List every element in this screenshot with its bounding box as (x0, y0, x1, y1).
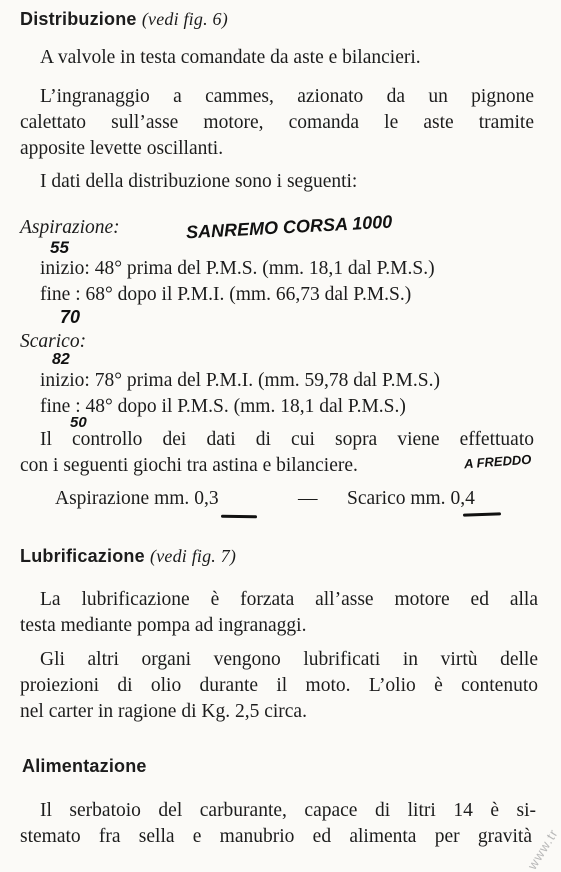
handwritten-sca-inizio: 82 (52, 351, 70, 368)
website-watermark: www.tr (524, 826, 561, 872)
handwritten-sca-fine: 50 (70, 414, 87, 431)
giochi-aspirazione-label: Aspirazione mm. (55, 488, 190, 509)
scarico-label: Scarico: (20, 331, 87, 352)
lubrificazione-paragraph-2-line-3: nel carter in ragione di Kg. 2,5 circa. (20, 701, 307, 722)
scarico-fine: fine : 48° dopo il P.M.S. (mm. 18,1 dal P.M.S.) (40, 396, 406, 417)
giochi-aspirazione-value: 0,3 (194, 488, 219, 509)
handwritten-asp-inizio: 55 (50, 238, 69, 257)
lubrificazione-figure-ref: (vedi fig. 7) (150, 546, 237, 566)
distribuzione-paragraph-3: I dati della distribuzione sono i seguenti: (40, 171, 358, 192)
giochi-scarico-label: Scarico mm. (347, 488, 446, 509)
giochi-scarico (347, 487, 475, 511)
distribuzione-paragraph-4-line-2: con i seguenti giochi tra astina e bilanciere. (20, 455, 358, 476)
distribuzione-paragraph-4-line-1: Il controllo dei dati di cui sopra viene effettuato (40, 429, 534, 450)
handwritten-underline-aspirazione (221, 515, 257, 519)
handwritten-asp-fine: 70 (60, 307, 81, 327)
lubrificazione-paragraph-1-line-1: La lubrificazione è forzata all’asse motore ed alla (40, 589, 538, 610)
distribuzione-paragraph-2-line-3: apposite levette oscillanti. (20, 138, 224, 159)
section-title-lubrificazione (20, 546, 236, 567)
distribuzione-paragraph-2-line-2: calettato sull’asse motore, comanda le aste tramite (20, 112, 534, 133)
giochi-separator: — (298, 488, 318, 509)
lubrificazione-title: Lubrificazione (20, 546, 145, 566)
lubrificazione-paragraph-1-line-2: testa mediante pompa ad ingranaggi. (20, 615, 307, 636)
handwritten-a-freddo: A FREDDO (463, 451, 532, 472)
section-title-distribuzione (20, 9, 228, 30)
lubrificazione-paragraph-2-line-2: proiezioni di olio durante il moto. L’olio è contenuto (20, 675, 538, 696)
distribuzione-paragraph-2-line-1: L’ingranaggio a cammes, azionato da un pignone (40, 86, 534, 107)
giochi-aspirazione (55, 487, 219, 511)
alimentazione-paragraph-1-line-2: stemato fra sella e manubrio ed alimenta per gravità (20, 826, 532, 847)
distribuzione-paragraph-1: A valvole in testa comandate da aste e bilancieri. (40, 47, 421, 68)
aspirazione-fine: fine : 68° dopo il P.M.I. (mm. 66,73 dal P.M.S.) (40, 284, 412, 305)
aspirazione-inizio: inizio: 48° prima del P.M.S. (mm. 18,1 dal P.M.S.) (40, 258, 435, 279)
distribuzione-title: Distribuzione (20, 9, 137, 29)
aspirazione-label: Aspirazione: (20, 217, 120, 238)
lubrificazione-paragraph-2-line-1: Gli altri organi vengono lubrificati in virtù delle (40, 649, 538, 670)
handwritten-underline-scarico (463, 512, 501, 516)
giochi-scarico-value: 0,4 (450, 488, 475, 509)
distribuzione-figure-ref: (vedi fig. 6) (141, 9, 228, 29)
handwritten-model-note: SANREMO CORSA 1000 (185, 211, 393, 243)
scarico-inizio: inizio: 78° prima del P.M.I. (mm. 59,78 dal P.M.S.) (40, 370, 440, 391)
section-title-alimentazione: Alimentazione (22, 756, 147, 776)
alimentazione-paragraph-1-line-1: Il serbatoio del carburante, capace di litri 14 è si- (40, 800, 536, 821)
